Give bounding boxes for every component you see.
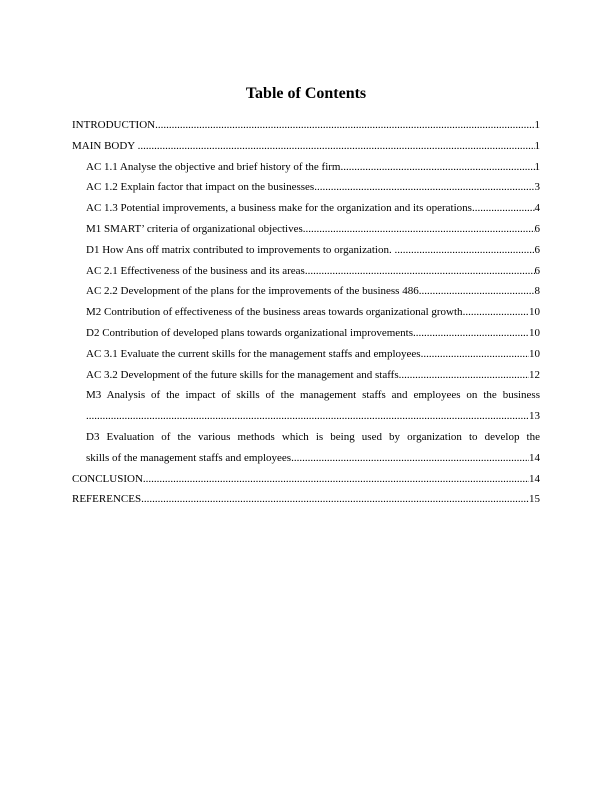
toc-entry-label: D1 How Ans off matrix contributed to improvements to organization. (86, 243, 395, 256)
toc-entry-continuation (86, 406, 540, 427)
toc-entry-label: AC 2.2 Development of the plans for the improvements of the business 486 (86, 285, 419, 298)
toc-entry-main-body[interactable] (72, 136, 540, 157)
toc-entry-label: M2 Contribution of effectiveness of the business areas towards organizational growth (86, 306, 463, 319)
toc-entry-conclusion[interactable] (72, 469, 540, 490)
toc-entry-continuation (86, 448, 540, 469)
dot-leader (413, 323, 529, 344)
toc-page-number: 6 (534, 264, 540, 277)
dot-leader (141, 489, 529, 510)
dot-leader (303, 219, 535, 240)
toc-entry-ac-1-3[interactable] (72, 198, 540, 219)
dot-leader (138, 136, 535, 157)
toc-page-number: 10 (529, 347, 540, 360)
toc-entry-label: INTRODUCTION (72, 119, 156, 131)
toc-entry-d3[interactable] (72, 427, 540, 469)
toc-entry-ac-2-2[interactable] (72, 281, 540, 302)
dot-leader (314, 177, 534, 198)
dot-leader (340, 157, 534, 178)
toc-page-number: 14 (529, 472, 540, 485)
toc-entry-ac-1-1[interactable] (72, 157, 540, 178)
dot-leader (291, 448, 529, 469)
dot-leader (472, 198, 535, 219)
toc-entry-label: AC 3.2 Development of the future skills for the management and staffs (86, 368, 399, 381)
toc-entry-ac-2-1[interactable] (72, 261, 540, 282)
toc-entry-m3[interactable] (72, 385, 540, 427)
dot-leader (463, 302, 529, 323)
toc-entry-ac-3-2[interactable] (72, 365, 540, 386)
page-title: Table of Contents (245, 85, 367, 102)
toc-entry-ac-1-2[interactable] (72, 177, 540, 198)
toc-entry-label: MAIN BODY (72, 139, 138, 152)
toc-entry-m2[interactable] (72, 302, 540, 323)
toc-entry-label: D3 Evaluation of the various methods which is being used by organization to develop the (86, 430, 540, 443)
dot-leader (155, 115, 534, 136)
toc-entry-ac-3-1[interactable] (72, 344, 540, 365)
toc-entry-label: REFERENCES (72, 493, 142, 506)
toc-entry-label: AC 3.1 Evaluate the current skills for the management staffs and employees (86, 347, 421, 360)
toc-page-number: 1 (534, 119, 540, 131)
toc-entry-label: M1 SMART’ criteria of organizational objectives (86, 222, 303, 235)
toc-entry-m1[interactable] (72, 219, 540, 240)
toc-page-number: 1 (534, 160, 540, 173)
dot-leader (86, 406, 529, 427)
toc-page-number: 14 (529, 451, 540, 464)
toc-page-number: 6 (534, 222, 540, 235)
table-of-contents (72, 115, 540, 510)
toc-entry-label: AC 1.3 Potential improvements, a business make for the organization and its operations (86, 202, 472, 215)
toc-page-number: 6 (534, 243, 540, 256)
dot-leader (421, 344, 529, 365)
toc-entry-references[interactable] (72, 489, 540, 510)
dot-leader (419, 281, 535, 302)
toc-page-number: 1 (534, 139, 540, 152)
toc-entry-label: D2 Contribution of developed plans towards organizational improvements (86, 326, 413, 339)
toc-entry-d2[interactable] (72, 323, 540, 344)
dot-leader (305, 261, 535, 282)
toc-page-number: 10 (529, 326, 540, 339)
toc-entry-introduction[interactable] (72, 115, 540, 136)
dot-leader (143, 469, 529, 490)
toc-entry-label: AC 2.1 Effectiveness of the business and its areas (86, 264, 305, 277)
toc-entry-label: AC 1.1 Analyse the objective and brief history of the firm (86, 160, 341, 173)
toc-entry-label: CONCLUSION (72, 472, 143, 485)
toc-page-number: 4 (534, 202, 540, 215)
toc-entry-label: M3 Analysis of the impact of skills of the management staffs and employees on the business (86, 389, 540, 402)
toc-page-number: 13 (529, 410, 540, 423)
toc-entry-label-line2: skills of the management staffs and employees (86, 451, 292, 464)
toc-page-number: 8 (534, 285, 540, 298)
toc-page-number: 10 (529, 306, 540, 319)
toc-page-number: 12 (529, 368, 540, 381)
toc-page-number: 3 (534, 181, 540, 194)
toc-entry-label: AC 1.2 Explain factor that impact on the businesses (86, 181, 315, 194)
toc-entry-d1[interactable] (72, 240, 540, 261)
toc-page-number: 15 (529, 493, 540, 506)
dot-leader (399, 365, 529, 386)
dot-leader (394, 240, 534, 261)
